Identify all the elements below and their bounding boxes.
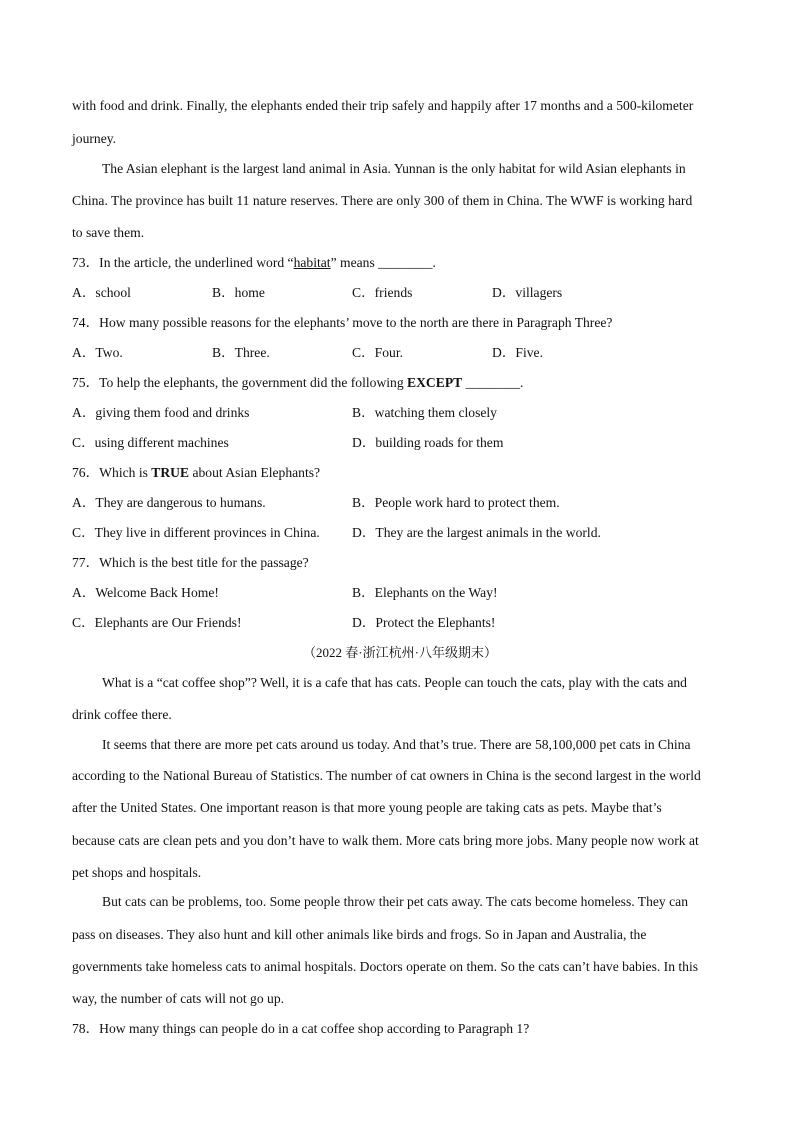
question-text: ________.: [462, 375, 524, 390]
passage-line: The Asian elephant is the largest land animal in Asia. Yunnan is the only habitat for wild Asian elephants in: [102, 161, 686, 176]
question-77: 77．Which is the best title for the passage?: [72, 555, 309, 570]
passage-line: journey.: [72, 131, 117, 146]
question-78: 78．How many things can people do in a cat coffee shop according to Paragraph 1?: [72, 1021, 530, 1036]
option-d: D．Protect the Elephants!: [352, 615, 496, 630]
passage-line: because cats are clean pets and you don’t have to walk them. More cats bring more jobs. Many people now work at: [72, 833, 699, 848]
option-d: D．Five.: [492, 345, 543, 360]
option-d: D．villagers: [492, 285, 563, 300]
passage-line: to save them.: [72, 225, 145, 240]
question-text: 73．In the article, the underlined word “: [72, 255, 294, 270]
option-b: B．People work hard to protect them.: [352, 495, 560, 510]
underlined-word: habitat: [293, 255, 331, 270]
question-76: [72, 464, 320, 482]
passage-line: But cats can be problems, too. Some people throw their pet cats away. The cats become homeless. They can: [102, 894, 688, 909]
option-a: A．Two.: [72, 345, 123, 360]
bold-word: EXCEPT: [407, 375, 463, 390]
passage-line: What is a “cat coffee shop”? Well, it is a cafe that has cats. People can touch the cats, play with the cats and: [102, 675, 687, 690]
passage-line: after the United States. One important reason is that more young people are taking cats as pets. Maybe that’s: [72, 800, 662, 815]
option-b: B．Elephants on the Way!: [352, 585, 498, 600]
bold-word: TRUE: [151, 465, 190, 480]
question-text: ” means ________.: [330, 255, 436, 270]
passage-line: pass on diseases. They also hunt and kill other animals like birds and frogs. So in Japan and Australia, the: [72, 927, 647, 942]
option-c: C．Elephants are Our Friends!: [72, 615, 242, 630]
passage-line: way, the number of cats will not go up.: [72, 991, 285, 1006]
option-c: C．They live in different provinces in China.: [72, 525, 320, 540]
option-d: D．They are the largest animals in the world.: [352, 525, 601, 540]
option-a: A．Welcome Back Home!: [72, 585, 219, 600]
option-c: C．friends: [352, 285, 413, 300]
question-text: about Asian Elephants?: [189, 465, 321, 480]
option-a: A．giving them food and drinks: [72, 405, 250, 420]
passage-line: governments take homeless cats to animal hospitals. Doctors operate on them. So the cats can’t have babies. In this: [72, 959, 699, 974]
source-label: （2022 春·浙江杭州·八年级期末）: [303, 645, 497, 660]
option-a: A．school: [72, 285, 131, 300]
option-c: C．using different machines: [72, 435, 229, 450]
passage-line: with food and drink. Finally, the elephants ended their trip safely and happily after 17 months and a 500-kilometer: [72, 98, 694, 113]
question-75: [72, 374, 523, 392]
option-a: A．They are dangerous to humans.: [72, 495, 266, 510]
passage-line: It seems that there are more pet cats around us today. And that’s true. There are 58,100,000 pet cats in China: [102, 737, 691, 752]
question-text: 75．To help the elephants, the government did the following: [72, 375, 408, 390]
option-b: B．Three.: [212, 345, 270, 360]
option-b: B．home: [212, 285, 265, 300]
passage-line: drink coffee there.: [72, 707, 172, 722]
option-d: D．building roads for them: [352, 435, 504, 450]
question-74: 74．How many possible reasons for the elephants’ move to the north are there in Paragraph Three?: [72, 315, 613, 330]
passage-line: pet shops and hospitals.: [72, 865, 202, 880]
passage-line: China. The province has built 11 nature reserves. There are only 300 of them in China. The WWF is working hard: [72, 193, 693, 208]
option-b: B．watching them closely: [352, 405, 497, 420]
question-73: [72, 254, 436, 272]
question-text: 76．Which is: [72, 465, 152, 480]
option-c: C．Four.: [352, 345, 403, 360]
passage-line: according to the National Bureau of Statistics. The number of cat owners in China is the second largest in the world: [72, 768, 701, 783]
